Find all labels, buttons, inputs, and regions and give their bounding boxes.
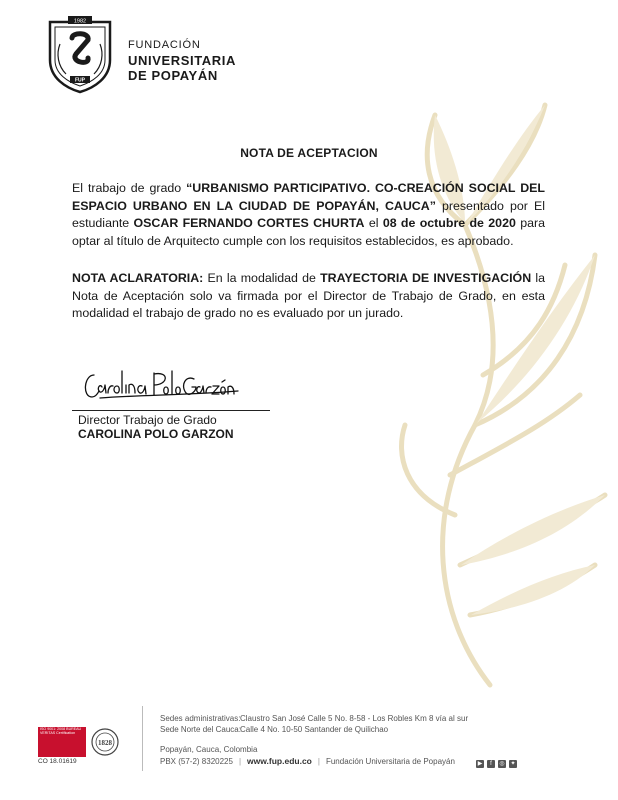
contact-line: PBX (57-2) 8320225 | www.fup.edu.co | Fundación Universitaria de Popayán [160, 756, 455, 766]
bureau-veritas-seal-icon [90, 727, 120, 757]
website-link[interactable]: www.fup.edu.co [247, 756, 312, 766]
svg-text:1982: 1982 [73, 18, 87, 25]
admin-address: Sedes administrativas:Claustro San José Calle 5 No. 8-58 - Los Robles Km 8 vía al sur [160, 714, 469, 723]
clarification-paragraph: NOTA ACLARATORIA: En la modalidad de TRAYECTORIA DE INVESTIGACIÓN la Nota de Aceptación solo va firmada por el Director de Trabajo de Grado, en esta modalidad el trabajo de grado no es evaluado por un jurado. [72, 271, 545, 321]
header [46, 14, 276, 94]
certificate-code: CO 18.01619 [38, 758, 77, 765]
university-crest-logo [46, 14, 114, 94]
footer-org-name: Fundación Universitaria de Popayán [325, 757, 455, 766]
north-campus-address: Sede Norte del Cauca:Calle 4 No. 10-50 Santander de Quilichao [160, 725, 389, 734]
thesis-title: “URBANISMO PARTICIPATIVO. CO-CREACIÓN SOCIAL DEL ESPACIO URBANO EN LA CIUDAD DE POPAYÁN, CAUCA” [72, 181, 545, 213]
social-icons [476, 755, 520, 765]
acceptance-paragraph: El trabajo de grado “URBANISMO PARTICIPATIVO. CO-CREACIÓN SOCIAL DEL ESPACIO URBANO EN LA CIUDAD DE POPAYÁN, CAUCA” presentado por El estudiante OSCAR FERNANDO CORTES CHURTA el 08 de octubre de 2020 para optar al título de Arquitecto cumple con los requisitos establecidos, es aprobado. [72, 181, 545, 248]
student-name: OSCAR FERNANDO CORTES CHURTA [133, 216, 365, 231]
youtube-icon[interactable]: ▶ [477, 760, 483, 767]
signatory-name: CAROLINA POLO GARZON [78, 427, 234, 441]
iso-certification-badge [38, 727, 128, 767]
clarification-label: NOTA ACLARATORIA: [72, 271, 204, 285]
footer-divider [142, 706, 143, 771]
organization-name [128, 38, 236, 83]
twitter-icon[interactable]: ✦ [510, 760, 516, 767]
instagram-icon[interactable]: ◎ [499, 760, 505, 767]
facebook-icon[interactable]: f [487, 760, 495, 768]
org-name-line3: DE POPAYÁN [128, 68, 218, 83]
presentation-date: 08 de octubre de 2020 [382, 216, 516, 231]
svg-text:FUP: FUP [75, 77, 85, 84]
city-line: Popayán, Cauca, Colombia [160, 745, 258, 754]
svg-text:1828: 1828 [98, 739, 112, 747]
certification-label: ISO 9001: 2008 BUREAU VERITAS Certification [38, 727, 86, 757]
org-name-line2: UNIVERSITARIA [128, 53, 236, 68]
handwritten-signature [80, 365, 240, 405]
modality-name: TRAYECTORIA DE INVESTIGACIÓN [320, 271, 532, 285]
footer [0, 700, 618, 800]
phone-number: PBX (57-2) 8320225 [160, 757, 233, 766]
org-name-line1: FUNDACIÓN [128, 39, 201, 51]
signature-line [72, 410, 270, 411]
signatory-role: Director Trabajo de Grado [78, 413, 217, 427]
document-title: NOTA DE ACEPTACION [240, 146, 378, 160]
